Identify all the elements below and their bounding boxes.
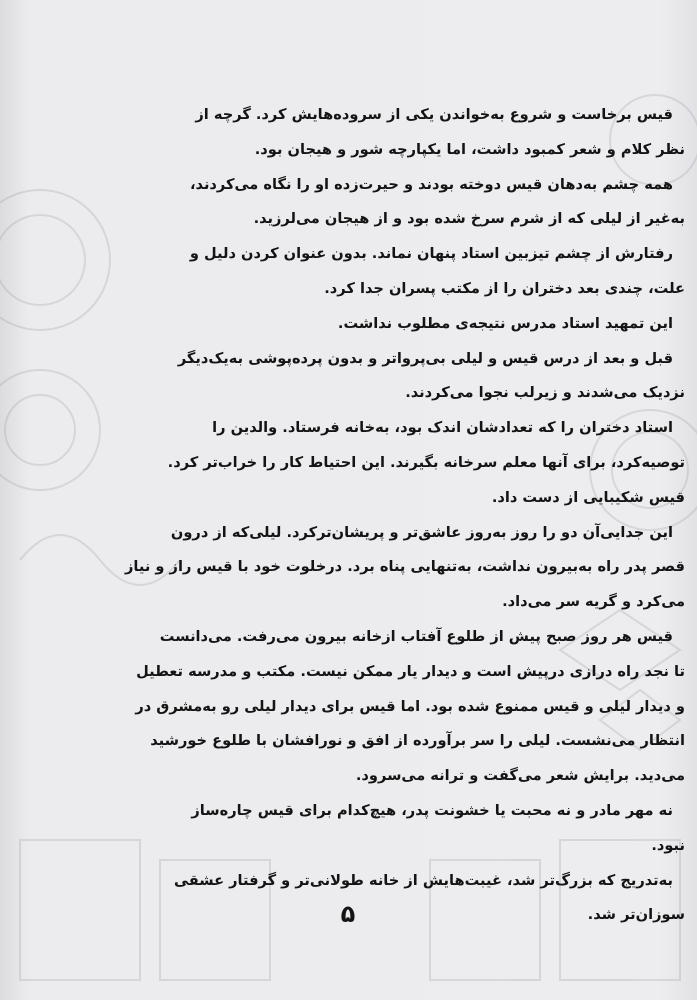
text-line: نزدیک می‌شدند و زیرلب نجوا می‌کردند. [405, 384, 685, 402]
paragraph [189, 168, 685, 238]
paragraph [195, 98, 685, 168]
text-line: به‌غیر از لیلی که از شرم سرخ شده بود و از هیجان می‌لرزید. [253, 210, 685, 228]
main-text [125, 98, 685, 933]
text-line: قیس برخاست و شروع به‌خواندن یکی از سروده‌هایش کرد. گرچه از [195, 106, 673, 123]
text-line: این تمهید استاد مدرس نتیجه‌ی مطلوب نداشت. [337, 314, 673, 332]
paragraph [135, 620, 685, 794]
text-line: انتظار می‌نشست. لیلی را سر برآورده از افق و نورافشان با طلوع خورشید [150, 732, 685, 750]
paragraph [191, 794, 685, 864]
text-line: این جدایی‌آن دو را روز به‌روز عاشق‌تر و پریشان‌ترکرد. لیلی‌که از درون [170, 523, 673, 541]
text-line: قبل و بعد از درس قیس و لیلی بی‌پرواتر و بدون پرده‌پوشی به‌یک‌دیگر [177, 349, 673, 367]
text-line: قیس شکیبایی از دست داد. [491, 488, 685, 506]
text-line: استاد دختران را که تعدادشان اندک بود، به‌خانه فرستاد. والدین را [212, 419, 673, 437]
text-line: رفتارش از چشم تیزبین استاد پنهان نماند. بدون عنوان کردن دلیل و [189, 245, 673, 263]
paragraph [189, 237, 685, 307]
text-line: می‌کرد و گریه سر می‌داد. [502, 593, 685, 611]
text-line: به‌تدریج که بزرگ‌تر شد، غیبت‌هایش از خانه طولانی‌تر و گرفتار عشقی [173, 871, 673, 889]
text-line: سوزان‌تر شد. [587, 906, 685, 924]
text-line: نه مهر مادر و نه محبت یا خشونت پدر، هیچ‌کدام برای قیس چاره‌ساز [191, 801, 673, 819]
text-line: قیس هر روز صبح پیش از طلوع آفتاب ازخانه بیرون می‌رفت. می‌دانست [159, 627, 673, 645]
text-line: نظر کلام و شعر کمبود داشت، اما یکپارچه شور و هیجان بود. [254, 140, 685, 158]
text-line: تا نجد راه درازی درپیش است و دیدار یار ممکن نیست. مکتب و مدرسه تعطیل [136, 662, 685, 680]
text-line: قصر پدر راه به‌بیرون نداشت، به‌تنهایی پناه برد. درخلوت خود با قیس راز و نیاز [125, 558, 685, 576]
paragraph [125, 516, 685, 620]
text-line: توصیه‌کرد، برای آنها معلم سرخانه بگیرند. این احتیاط کار را خراب‌تر کرد. [167, 453, 685, 471]
text-line: علت، چندی بعد دختران را از مکتب پسران جدا کرد. [324, 279, 685, 297]
paragraph [167, 411, 685, 515]
text-line: و دیدار لیلی و قیس ممنوع شده بود. اما قیس برای دیدار لیلی رو به‌مشرق در [135, 697, 685, 715]
paragraph [215, 307, 685, 342]
text-line: نبود. [651, 836, 685, 854]
text-line: همه چشم به‌دهان قیس دوخته بودند و حیرت‌زده او را نگاه می‌کردند، [189, 175, 673, 193]
page-number: ۵ [340, 900, 356, 928]
text-line: می‌دید. برایش شعر می‌گفت و ترانه می‌سرود. [355, 767, 685, 785]
paragraph [173, 864, 685, 934]
paragraph [177, 342, 685, 412]
